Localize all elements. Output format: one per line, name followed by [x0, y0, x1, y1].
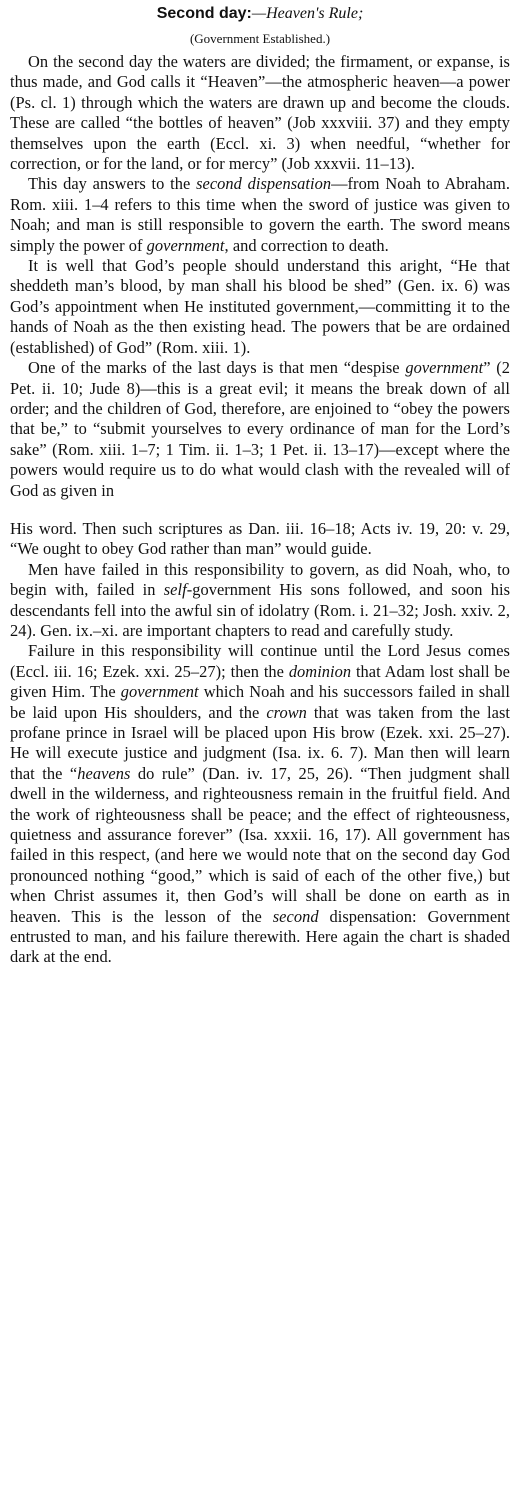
text-run: which Noah and his successors failed in shall be laid upon His shoulders, and the — [10, 682, 511, 722]
italic-text: second dispensation — [196, 174, 332, 194]
text-run: Men have failed in this responsibility to govern, as did Noah, who, to begin with, failed in — [10, 559, 510, 600]
italic-text: government — [146, 235, 225, 255]
paragraph-1 — [10, 52, 510, 174]
text-run: that was taken from the last profane prince in Israel will be placed upon His brow (Ezek. xxi. 25–27). He will execute justice and judgment (Isa. ix. 6. 7). Man then will learn that the “ — [10, 702, 510, 783]
section-heading — [10, 4, 510, 24]
text-run: ” (2 Pet. ii. 10; Jude 8)—this is a great evil; it means the break down of all order; and the children of God, therefore, are enjoined to “obey the powers that be,” to “submit yourselves to every ordinance of man for the Lord’s sake” (Rom. xiii. 1–7; 1 Tim. ii. 1–3; 1 Pet. ii. 13–17)—except where the powers would require us to do what would clash with the revealed will of God as given in — [10, 358, 510, 500]
text-run: It is well that God’s people should understand this aright, “He that sheddeth man’s blood, by man shall his blood be shed” (Gen. ix. 6) was God’s appointment when He instituted government,—committing it to the hands of Noah as the then existing head. The powers that be are ordained (established) of God” (Rom. xiii. 1). — [10, 256, 510, 357]
paragraph-5 — [10, 519, 510, 560]
italic-text: dominion — [288, 661, 352, 681]
text-run: His word. Then such scriptures as Dan. iii. 16–18; Acts iv. 19, 20: v. 29, “We ought to obey God rather than man” would guide. — [10, 518, 510, 559]
paragraph-2 — [10, 174, 510, 256]
heading-dash: — — [251, 5, 267, 22]
heading-lead: Second day: — [156, 5, 252, 22]
italic-text: second — [272, 906, 319, 926]
paragraph-6 — [10, 560, 510, 642]
page-break-gap — [10, 501, 510, 519]
text-run: do rule” (Dan. iv. 17, 25, 26). “Then judgment shall dwell in the wilderness, and righteousness remain in the fruitful field. And the work of righteousness shall be peace; and the effect of righteousness, quietness and assurance forever” (Isa. xxxii. 16, 17). All government has failed in this respect, (and here we would note that on the second day God pronounced nothing “good,” which is said of each of the other five,) but when Christ assumes it, then God’s will shall be done on earth as in heaven. This is the lesson of the — [10, 763, 510, 926]
italic-text: crown — [266, 702, 307, 722]
italic-text: heavens — [77, 763, 131, 783]
text-run: , and correction to death. — [224, 235, 389, 255]
text-run: that Adam lost shall be given Him. The — [10, 661, 510, 702]
section-subheading: (Government Established.) — [189, 31, 331, 46]
paragraph-4 — [10, 358, 510, 501]
text-run: Failure in this responsibility will continue until the Lord Jesus comes (Eccl. iii. 16; Ezek. xxi. 25–27); then the — [10, 641, 510, 681]
italic-text: government — [120, 682, 199, 702]
text-run: On the second day the waters are divided; the firmament, or expanse, is thus made, and God calls it “Heaven”—the atmospheric heaven—a power (Ps. cl. 1) through which the waters are drawn up and become the clouds. These are called “the bottles of heaven” (Job xxxviii. 37) and they empty themselves upon the earth (Eccl. xi. 3) when needful, “whether for correction, or for the land, or for mercy” (Job xxxvii. 11–13). — [10, 52, 510, 174]
text-run: dispensation: Government entrusted to man, and his failure therewith. Here again the chart is shaded dark at the end. — [10, 906, 510, 967]
body-text — [10, 52, 510, 968]
text-run: One of the marks of the last days is that men “despise — [28, 358, 406, 378]
italic-text: self — [163, 580, 187, 600]
text-run: —from Noah to Abraham. Rom. xiii. 1–4 refers to this time when the sword of justice was given to Noah; and man is still responsible to govern the earth. The sword means simply the power of — [10, 174, 510, 255]
paragraph-7 — [10, 641, 510, 968]
paragraph-3 — [10, 256, 510, 358]
italic-text: government — [405, 358, 484, 378]
text-run: This day answers to the — [28, 174, 197, 194]
text-run: -government His sons followed, and soon his descendants fell into the awful sin of idolatry (Rom. i. 21–32; Josh. xxiv. 2, 24). Gen. ix.–xi. are important chapters to read and carefully study. — [10, 580, 510, 640]
heading-title: Heaven's Rule; — [266, 5, 364, 22]
